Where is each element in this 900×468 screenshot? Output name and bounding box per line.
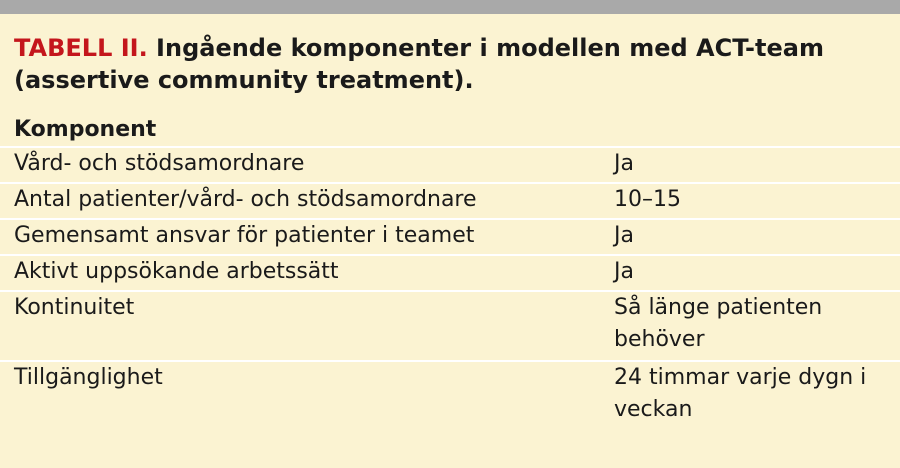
top-divider-bar [0,0,900,14]
table-title [14,32,894,96]
table-row [0,182,900,218]
component-cell: Aktivt uppsökande arbetssätt [14,259,339,284]
value-cell: Ja [614,223,634,248]
value-cell: Ja [614,151,634,176]
table-body [0,146,900,430]
value-cell: 10–15 [614,187,681,212]
component-cell: Gemensamt ansvar för patienter i teamet [14,223,475,248]
table-caption: Ingående komponenter i modellen med ACT-team (assertive community treatment). [14,34,824,94]
component-cell: Tillgänglighet [14,365,163,390]
table-row [0,146,900,182]
value-cell: Så länge patienten behöver [614,295,823,352]
value-cell: Ja [614,259,634,284]
component-cell: Vård- och stödsamordnare [14,151,305,176]
column-header-komponent: Komponent [14,117,157,142]
component-cell: Antal patienter/vård- och stödsamordnare [14,187,477,212]
table-row [0,290,900,360]
table-row [0,360,900,430]
table-row [0,218,900,254]
table-label: TABELL II. [14,34,148,62]
table-row [0,254,900,290]
value-cell: 24 timmar varje dygn i veckan [614,365,867,422]
component-cell: Kontinuitet [14,295,135,320]
